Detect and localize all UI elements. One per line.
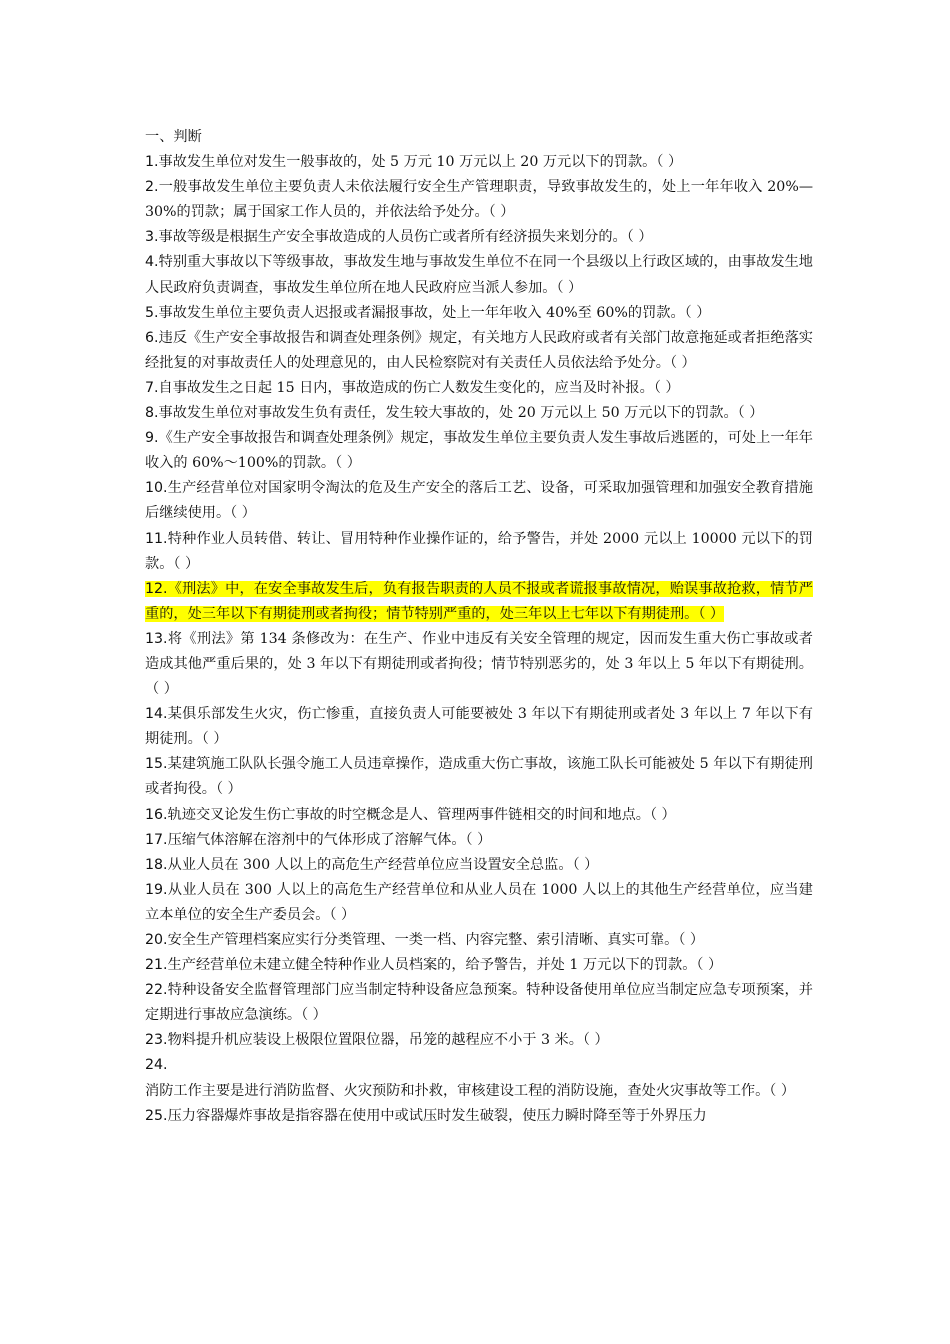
question-item: [145, 953, 813, 978]
question-item: [145, 326, 813, 376]
question-text: 物料提升机应装设上极限位置限位器，吊笼的越程应不小于 3 米。（ ）: [167, 1032, 609, 1049]
question-content: [145, 832, 491, 848]
question-item: [145, 301, 813, 326]
question-text: 压力容器爆炸事故是指容器在使用中或试压时发生破裂，使压力瞬时降至等于外界压力: [167, 1107, 707, 1124]
highlighted-question-content: [145, 581, 813, 622]
question-number: 3.: [145, 229, 159, 246]
question-content: [145, 179, 813, 220]
question-text: 事故发生单位对发生一般事故的，处 5 万元 10 万元以上 20 万元以下的罚款。（ ）: [158, 154, 683, 171]
question-text: 特种作业人员转借、转让、冒用特种作业操作证的，给予警告，并处 2000 元以上 10000 元以下的罚款。（ ）: [145, 530, 813, 572]
question-text: 特别重大事故以下等级事故，事故发生地与事故发生单位不在同一个县级以上行政区域的，由事故发生地人民政府负责调查，事故发生单位所在地人民政府应当派人参加。（ ）: [145, 254, 813, 296]
question-number: 17.: [145, 831, 168, 848]
question-content: [145, 405, 763, 421]
question-item: [145, 1028, 813, 1053]
question-content: [145, 631, 813, 697]
question-text: 《生产安全事故报告和调查处理条例》规定，事故发生单位主要负责人发生事故后逃匿的，可处上一年年收入的 60%～100%的罚款。（ ）: [145, 430, 813, 472]
question-number: 25.: [145, 1107, 168, 1124]
question-number: 15.: [145, 756, 168, 773]
question-content: [145, 330, 813, 371]
question-content: [145, 1032, 609, 1048]
question-content: [145, 1057, 795, 1098]
question-text: 从业人员在 300 人以上的高危生产经营单位和从业人员在 1000 人以上的其他生产经营单位，应当建立本单位的安全生产委员会。（ ）: [145, 881, 813, 923]
question-number: 14.: [145, 706, 168, 723]
question-text: 事故发生单位对事故发生负有责任，发生较大事故的，处 20 万元以上 50 万元以下的罚款。（ ）: [158, 405, 764, 422]
question-number: 13.: [145, 630, 168, 647]
question-item: [145, 803, 813, 828]
question-text: 某俱乐部发生火灾，伤亡惨重，直接负责人可能要被处 3 年以下有期徒刑或者处 3 年以上 7 年以下有期徒刑。（ ）: [145, 706, 813, 748]
question-item: [145, 175, 813, 225]
question-text: 生产经营单位未建立健全特种作业人员档案的，给予警告，并处 1 万元以下的罚款。（ ）: [167, 957, 723, 974]
question-number: 6.: [145, 329, 159, 346]
question-content: [145, 154, 682, 170]
question-number: 20.: [145, 932, 168, 948]
question-content: [145, 882, 813, 923]
question-number: 23.: [145, 1032, 168, 1049]
question-text: 某建筑施工队队长强令施工人员违章操作，造成重大伤亡事故，该施工队长可能被处 5 年以下有期徒刑或者拘役。（ ）: [145, 756, 813, 798]
question-number: 22.: [145, 982, 168, 999]
question-text: 自事故发生之日起 15 日内，事故造成的伤亡人数发生变化的，应当及时补报。（ ）: [158, 379, 680, 396]
question-content: [145, 857, 598, 873]
question-item: [145, 627, 813, 702]
question-item: [145, 828, 813, 853]
question-item: [145, 401, 813, 426]
question-number: 10.: [145, 480, 168, 497]
question-item: [145, 426, 813, 476]
question-number: 21.: [145, 957, 168, 974]
question-number: 7.: [145, 379, 159, 396]
question-text: 违反《生产安全事故报告和调查处理条例》规定，有关地方人民政府或者有关部门故意拖延或者拒绝落实经批复的对事故责任人的处理意见的，由人民检察院对有关责任人员依法给予处分。（ ）: [145, 329, 813, 371]
question-item: [145, 250, 813, 300]
question-item: [145, 376, 813, 401]
question-content: [145, 305, 710, 321]
question-number: 2.: [145, 179, 159, 196]
question-item: [145, 928, 813, 953]
question-text: 将《刑法》第 134 条修改为：在生产、作业中违反有关安全管理的规定，因而发生重大伤亡事故或者造成其他严重后果的，处 3 年以下有期徒刑或者拘役；情节特别恶劣的，处 3 年以上 5 年以下有期徒刑。（ ）: [145, 630, 813, 698]
question-item: [145, 978, 813, 1028]
question-number: 18.: [145, 856, 168, 873]
question-item: [145, 878, 813, 928]
question-number: 4.: [145, 254, 159, 271]
question-list: [145, 150, 813, 1129]
question-text: 轨迹交叉论发生伤亡事故的时空概念是人、管理两事件链相交的时间和地点。（ ）: [167, 806, 676, 823]
question-content: [145, 430, 813, 471]
question-text: 特种设备安全监督管理部门应当制定特种设备应急预案。特种设备使用单位应当制定应急专项预案，并定期进行事故应急演练。（ ）: [145, 982, 813, 1024]
question-content: [145, 229, 653, 245]
question-number: 11.: [145, 530, 168, 547]
question-number: 12.: [145, 580, 168, 597]
question-number: 9.: [145, 430, 159, 447]
question-item: [145, 1053, 813, 1103]
question-text: 从业人员在 300 人以上的高危生产经营单位应当设置安全总监。（ ）: [167, 856, 599, 873]
section-heading: 一、判断: [145, 129, 202, 145]
question-content: [145, 480, 813, 521]
question-text: 消防工作主要是进行消防监督、火灾预防和扑救，审核建设工程的消防设施，查处火灾事故等工作。（ ）: [145, 1082, 796, 1099]
question-content: [145, 957, 722, 973]
question-number: 1.: [145, 154, 159, 171]
question-content: [145, 531, 813, 572]
question-content: [145, 706, 813, 747]
question-content: [145, 982, 813, 1023]
question-text: 《刑法》中，在安全事故发生后，负有报告职责的人员不报或者谎报事故情况，贻误事故抢救，情节严重的，处三年以下有期徒刑或者拘役；情节特别严重的，处三年以上七年以下有期徒刑。（ ）: [145, 580, 813, 622]
question-number: 24.: [145, 1057, 168, 1074]
question-item: [145, 752, 813, 802]
question-item: [145, 225, 813, 250]
question-number: 5.: [145, 304, 159, 321]
question-text: 事故发生单位主要负责人迟报或者漏报事故，处上一年年收入 40%至 60%的罚款。（ ）: [158, 304, 711, 321]
question-content: [145, 756, 813, 797]
question-item: [145, 577, 813, 627]
question-text: 安全生产管理档案应实行分类管理、一类一档、内容完整、索引清晰、真实可靠。（ ）: [167, 932, 705, 948]
question-number: 16.: [145, 806, 168, 823]
question-text: 事故等级是根据生产安全事故造成的人员伤亡或者所有经济损失来划分的。（ ）: [158, 229, 653, 246]
question-item: [145, 476, 813, 526]
question-number: 8.: [145, 405, 159, 422]
question-number: 19.: [145, 881, 168, 898]
question-content: [145, 380, 680, 396]
question-text: 生产经营单位对国家明令淘汰的危及生产安全的落后工艺、设备，可采取加强管理和加强安全教育措施后继续使用。（ ）: [145, 480, 813, 522]
question-item: [145, 702, 813, 752]
question-item: [145, 1104, 813, 1129]
question-text: 压缩气体溶解在溶剂中的气体形成了溶解气体。（ ）: [167, 831, 492, 848]
question-item: [145, 150, 813, 175]
question-item: [145, 527, 813, 577]
question-content: [145, 932, 704, 948]
question-text: 一般事故发生单位主要负责人未依法履行安全生产管理职责，导致事故发生的，处上一年年收入 20%—30%的罚款；属于国家工作人员的，并依法给予处分。（ ）: [145, 179, 814, 221]
question-item: [145, 853, 813, 878]
question-content: [145, 1108, 707, 1124]
question-content: [145, 807, 676, 823]
question-content: [145, 254, 813, 295]
document-body: [145, 125, 813, 1129]
